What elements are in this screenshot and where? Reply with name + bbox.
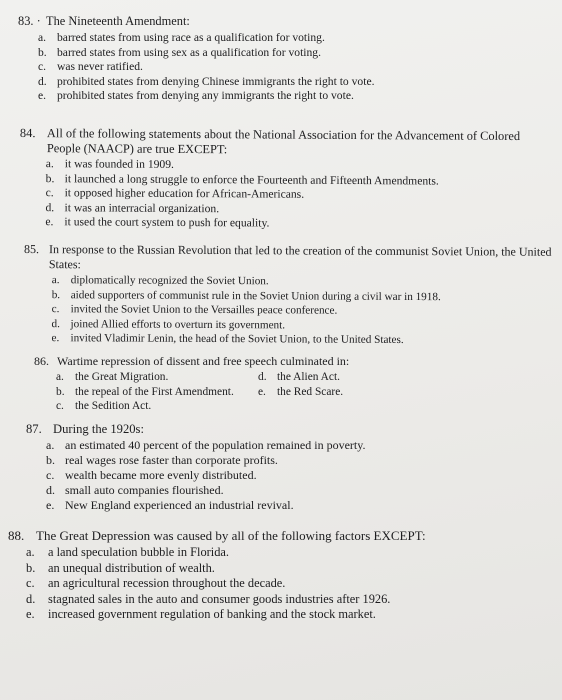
option-text: invited Vladimir Lenin, the head of the Soviet Union, to the United States. xyxy=(70,332,404,347)
question-86 xyxy=(34,354,514,414)
option-c xyxy=(56,399,236,414)
option-letter: a. xyxy=(51,274,60,287)
option-text: an unequal distribution of wealth. xyxy=(48,560,215,575)
question-header xyxy=(8,528,528,544)
option-e xyxy=(45,216,549,234)
option-letter: d. xyxy=(45,200,55,214)
option-letter: c. xyxy=(51,303,60,316)
option-letter: d. xyxy=(46,483,55,497)
option-text: New England experienced an industrial revival. xyxy=(65,498,294,512)
option-text: diplomatically recognized the Soviet Union. xyxy=(70,274,269,288)
option-e xyxy=(51,332,551,349)
option-a xyxy=(46,438,526,453)
option-text: wealth became more evenly distributed. xyxy=(65,468,257,482)
option-text: real wages rose faster than corporate profits. xyxy=(65,453,278,467)
option-text: it opposed higher education for African-Americans. xyxy=(64,186,305,201)
option-text: the repeal of the First Amendment. xyxy=(75,385,234,398)
option-text: the Sedition Act. xyxy=(75,400,152,413)
option-text: the Red Scare. xyxy=(277,385,344,398)
option-letter: c. xyxy=(46,468,55,482)
option-letter: e. xyxy=(38,89,47,103)
option-a xyxy=(56,370,236,385)
option-text: a land speculation bubble in Florida. xyxy=(48,545,230,559)
option-text: invited the Soviet Union to the Versailles peace conference. xyxy=(70,303,338,317)
option-text: aided supporters of communist rule in the Soviet Union during a civil war in 1918. xyxy=(70,288,441,303)
question-text: All of the following statements about the National Association for the Advancement of Colored People (NAACP) are true EXCEPT: xyxy=(46,126,521,157)
option-letter: b. xyxy=(56,385,65,398)
option-d xyxy=(26,592,528,608)
option-b xyxy=(26,561,528,577)
option-b xyxy=(46,453,526,468)
question-number: 83. · xyxy=(18,14,41,28)
question-number: 84. xyxy=(19,126,36,141)
option-text: prohibited states from denying Chinese immigrants the right to vote. xyxy=(57,74,375,88)
option-text: an agricultural recession throughout the decade. xyxy=(48,576,286,591)
option-text: prohibited states from denying any immigrants the right to vote. xyxy=(57,89,354,103)
option-letter: c. xyxy=(56,400,64,413)
option-a xyxy=(38,31,538,46)
question-number: 87. xyxy=(26,422,42,436)
option-letter: a. xyxy=(46,438,55,452)
option-c xyxy=(46,468,526,483)
option-e xyxy=(26,607,528,623)
option-letter: a. xyxy=(45,157,54,171)
option-e xyxy=(46,498,526,513)
option-letter: a. xyxy=(38,31,47,44)
option-e xyxy=(246,385,426,400)
option-c xyxy=(38,60,538,75)
option-text: an estimated 40 percent of the population remained in poverty. xyxy=(65,438,366,452)
option-text: the Alien Act. xyxy=(277,371,340,383)
option-letter: b. xyxy=(26,560,36,575)
option-letter: c. xyxy=(38,60,47,74)
option-text: stagnated sales in the auto and consumer goods industries after 1926. xyxy=(48,591,391,606)
question-85 xyxy=(23,242,552,349)
question-number: 86. xyxy=(34,354,49,368)
option-letter: d. xyxy=(51,317,60,330)
question-87 xyxy=(26,422,526,513)
option-letter: e. xyxy=(258,385,266,398)
question-88 xyxy=(8,528,528,623)
option-c xyxy=(26,576,528,592)
option-letter: e. xyxy=(51,332,60,345)
option-e xyxy=(38,89,538,104)
option-letter: d. xyxy=(38,74,47,88)
option-letter: d. xyxy=(26,591,36,606)
option-text: it was founded in 1909. xyxy=(64,157,174,171)
option-text: it was an interracial organization. xyxy=(64,201,220,215)
question-header xyxy=(24,242,552,275)
option-a xyxy=(26,545,528,561)
option-b xyxy=(38,46,538,61)
question-header xyxy=(18,14,538,29)
question-header xyxy=(20,126,550,159)
option-text: was never ratified. xyxy=(57,60,143,74)
question-84 xyxy=(19,126,550,233)
question-text: The Nineteenth Amendment: xyxy=(46,14,190,28)
option-letter: b. xyxy=(51,288,61,301)
option-text: joined Allied efforts to overturn its government. xyxy=(70,318,286,332)
option-b xyxy=(56,385,236,400)
question-header xyxy=(34,354,514,369)
option-d xyxy=(46,483,526,498)
option-text: the Great Migration. xyxy=(75,371,169,383)
option-text: increased government regulation of banking and the stock market. xyxy=(48,607,376,622)
option-letter: e. xyxy=(45,215,54,229)
question-number: 85. xyxy=(23,242,39,257)
option-letter: e. xyxy=(46,498,55,512)
question-text: The Great Depression was caused by all of the following factors EXCEPT: xyxy=(36,528,426,543)
option-letter: c. xyxy=(26,576,35,591)
option-text: barred states from using race as a qualification for voting. xyxy=(57,31,325,44)
option-d xyxy=(246,370,426,385)
option-letter: c. xyxy=(45,186,54,200)
option-text: it launched a long struggle to enforce the Fourteenth and Fifteenth Amendments. xyxy=(64,171,439,188)
option-letter: a. xyxy=(26,545,35,559)
option-letter: b. xyxy=(38,45,47,59)
option-text: it used the court system to push for equality. xyxy=(64,215,270,230)
question-text: During the 1920s: xyxy=(53,422,144,436)
question-text: In response to the Russian Revolution that led to the creation of the communist Soviet Union, the United States: xyxy=(48,242,552,272)
option-letter: b. xyxy=(46,453,55,467)
option-letter: a. xyxy=(56,371,64,383)
question-text: Wartime repression of dissent and free speech culminated in: xyxy=(57,354,350,368)
option-letter: b. xyxy=(45,171,55,185)
question-83 xyxy=(18,14,538,104)
option-text: barred states from using sex as a qualification for voting. xyxy=(57,45,322,59)
question-number: 88. xyxy=(8,528,25,543)
option-letter: e. xyxy=(26,607,35,622)
option-text: small auto companies flourished. xyxy=(65,483,224,497)
option-d xyxy=(38,75,538,90)
question-header xyxy=(26,422,526,437)
option-letter: d. xyxy=(258,371,267,383)
